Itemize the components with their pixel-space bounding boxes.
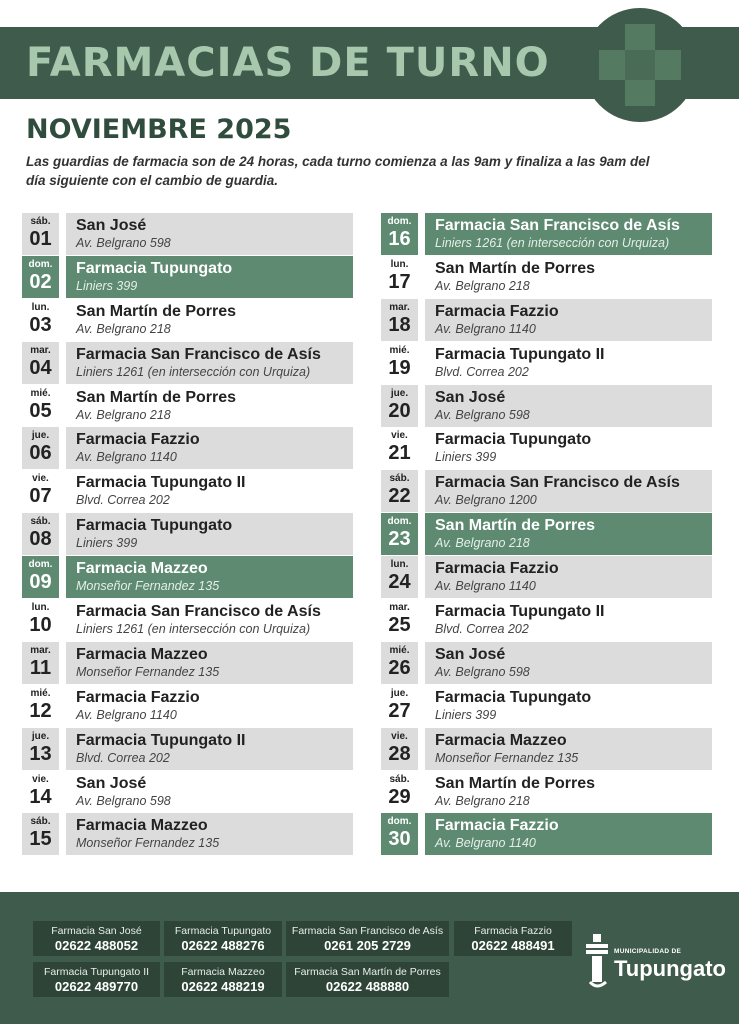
contact-card bbox=[286, 962, 449, 997]
day-date bbox=[22, 213, 59, 255]
pharmacy-address: Liniers 399 bbox=[76, 536, 138, 551]
day-number: 01 bbox=[29, 228, 52, 250]
logo-name-text: Tupungato bbox=[614, 956, 726, 981]
pharmacy-address: Av. Belgrano 218 bbox=[76, 407, 171, 422]
day-number: 22 bbox=[388, 485, 411, 508]
pharmacy-name: Farmacia San Francisco de Asís bbox=[76, 603, 321, 621]
day-row bbox=[22, 513, 356, 556]
pharmacy-info bbox=[425, 299, 712, 341]
day-number: 11 bbox=[29, 656, 52, 679]
day-of-week: vie. bbox=[391, 730, 408, 742]
day-of-week: dom. bbox=[387, 516, 412, 528]
day-row bbox=[22, 685, 356, 728]
pharmacy-name: San Martín de Porres bbox=[76, 388, 237, 406]
contact-card bbox=[286, 921, 449, 956]
day-date bbox=[22, 599, 59, 641]
pharmacy-address: Av. Belgrano 598 bbox=[76, 236, 171, 250]
day-number: 18 bbox=[388, 313, 411, 336]
pharmacy-address: Av. Belgrano 1200 bbox=[435, 493, 537, 508]
day-of-week: mié. bbox=[389, 344, 410, 356]
pharmacy-info bbox=[66, 599, 353, 641]
pharmacy-name: San José bbox=[435, 645, 506, 663]
day-row bbox=[22, 256, 356, 299]
day-date bbox=[381, 256, 418, 298]
day-row bbox=[381, 256, 715, 299]
pharmacy-info bbox=[425, 427, 712, 469]
day-number: 23 bbox=[388, 528, 411, 551]
day-date bbox=[22, 256, 59, 298]
day-of-week: lun. bbox=[31, 301, 50, 313]
day-number: 15 bbox=[29, 828, 52, 851]
day-date bbox=[381, 642, 418, 684]
pharmacy-info bbox=[66, 728, 353, 770]
day-number: 26 bbox=[388, 656, 411, 679]
pharmacy-name: Farmacia Tupungato II bbox=[76, 474, 246, 492]
pharmacy-address: Liniers 399 bbox=[435, 450, 497, 465]
day-date bbox=[381, 813, 418, 855]
day-of-week: lun. bbox=[390, 559, 409, 571]
pharmacy-info bbox=[66, 813, 353, 855]
pharmacy-name: Farmacia Tupungato II bbox=[76, 731, 246, 749]
pharmacy-info bbox=[66, 213, 353, 255]
day-date bbox=[22, 470, 59, 512]
pharmacy-name: Farmacia Tupungato bbox=[76, 259, 233, 277]
pharmacy-address: Av. Belgrano 218 bbox=[435, 793, 530, 808]
pharmacy-info bbox=[66, 771, 353, 813]
contact-name: Farmacia Tupungato bbox=[174, 925, 272, 937]
day-of-week: mar. bbox=[389, 301, 410, 313]
pharmacy-info bbox=[425, 599, 712, 641]
contact-card bbox=[164, 962, 282, 997]
contact-card bbox=[454, 921, 572, 956]
pharmacy-address: Liniers 1261 (en intersección con Urquiza) bbox=[435, 236, 670, 250]
day-number: 29 bbox=[388, 785, 411, 808]
day-number: 28 bbox=[388, 742, 411, 765]
day-row bbox=[22, 556, 356, 599]
day-of-week: mié. bbox=[389, 644, 410, 656]
day-number: 03 bbox=[29, 313, 52, 336]
day-row bbox=[22, 642, 356, 685]
day-number: 24 bbox=[388, 571, 411, 594]
day-number: 25 bbox=[388, 614, 411, 637]
day-date bbox=[22, 771, 59, 813]
day-number: 04 bbox=[29, 356, 52, 379]
day-date bbox=[381, 728, 418, 770]
contact-name: Farmacia San José bbox=[51, 925, 142, 937]
pharmacy-info bbox=[66, 427, 353, 469]
day-of-week: lun. bbox=[31, 602, 50, 614]
day-date bbox=[381, 771, 418, 813]
day-of-week: jue. bbox=[31, 430, 50, 442]
day-row bbox=[381, 427, 715, 470]
pharmacy-name: Farmacia Mazzeo bbox=[76, 560, 208, 578]
day-row bbox=[22, 813, 356, 856]
pharmacy-info bbox=[425, 771, 712, 813]
day-number: 05 bbox=[29, 399, 52, 422]
pharmacy-info bbox=[66, 642, 353, 684]
contact-phone: 0261 205 2729 bbox=[324, 938, 411, 953]
day-of-week: vie. bbox=[32, 473, 49, 485]
pharmacy-name: Farmacia Mazzeo bbox=[435, 731, 567, 749]
contact-phone: 02622 488276 bbox=[181, 938, 265, 953]
day-of-week: mié. bbox=[30, 687, 51, 699]
day-number: 02 bbox=[29, 270, 52, 293]
day-of-week: dom. bbox=[28, 559, 53, 571]
day-of-week: sáb. bbox=[389, 473, 410, 485]
pharmacy-address: Liniers 1261 (en intersección con Urquiza) bbox=[76, 364, 311, 379]
day-date bbox=[381, 342, 418, 384]
day-number: 30 bbox=[388, 828, 411, 851]
day-of-week: lun. bbox=[390, 258, 409, 270]
day-date bbox=[22, 513, 59, 555]
day-row bbox=[381, 599, 715, 642]
pharmacy-info bbox=[425, 642, 712, 684]
pharmacy-name: San José bbox=[76, 774, 147, 792]
day-row bbox=[22, 342, 356, 385]
day-row bbox=[22, 599, 356, 642]
pharmacy-info bbox=[425, 728, 712, 770]
contact-phone: 02622 489770 bbox=[54, 979, 139, 994]
pharmacy-address: Liniers 399 bbox=[76, 278, 138, 293]
day-of-week: dom. bbox=[387, 816, 412, 828]
day-row bbox=[381, 342, 715, 385]
day-date bbox=[381, 213, 418, 255]
day-row bbox=[381, 213, 715, 256]
day-row bbox=[381, 685, 715, 728]
pharmacy-info bbox=[425, 342, 712, 384]
pharmacy-name: Farmacia Fazzio bbox=[435, 560, 559, 578]
day-of-week: sáb. bbox=[30, 516, 51, 528]
day-of-week: mié. bbox=[30, 387, 51, 399]
pharmacy-name: Farmacia Fazzio bbox=[76, 688, 200, 706]
schedule-column-left bbox=[22, 213, 356, 856]
contact-name: Farmacia Fazzio bbox=[474, 925, 552, 937]
pharmacy-name: Farmacia San Francisco de Asís bbox=[435, 217, 680, 234]
day-date bbox=[381, 427, 418, 469]
pharmacy-info bbox=[425, 213, 712, 255]
pharmacy-name: Farmacia Tupungato II bbox=[435, 345, 605, 363]
contact-phone: 02622 488491 bbox=[471, 938, 555, 953]
day-number: 06 bbox=[29, 442, 52, 465]
tupungato-logo-icon bbox=[584, 930, 612, 994]
pharmacy-address: Liniers 399 bbox=[435, 707, 497, 722]
day-number: 20 bbox=[388, 399, 411, 422]
contact-card bbox=[164, 921, 282, 956]
day-row bbox=[22, 728, 356, 771]
pharmacy-address: Blvd. Correa 202 bbox=[435, 622, 529, 637]
pharmacy-address: Av. Belgrano 1140 bbox=[76, 450, 177, 465]
pharmacy-address: Liniers 1261 (en intersección con Urquiza) bbox=[76, 622, 311, 637]
pharmacy-address: Av. Belgrano 218 bbox=[435, 536, 530, 551]
pharmacy-address: Av. Belgrano 598 bbox=[76, 793, 171, 808]
page-title: FARMACIAS DE TURNO bbox=[26, 40, 550, 86]
pharmacy-address: Blvd. Correa 202 bbox=[76, 493, 170, 508]
day-row bbox=[22, 213, 356, 256]
pharmacy-info bbox=[425, 470, 712, 512]
pharmacy-address: Av. Belgrano 1140 bbox=[435, 579, 536, 594]
pharmacy-name: San Martín de Porres bbox=[435, 259, 596, 277]
day-of-week: sáb. bbox=[30, 216, 51, 227]
pharmacy-name: Farmacia Tupungato bbox=[435, 431, 592, 449]
pharmacy-name: Farmacia San Francisco de Asís bbox=[435, 474, 680, 492]
pharmacy-address: Blvd. Correa 202 bbox=[76, 750, 170, 765]
pharmacy-name: Farmacia Tupungato bbox=[435, 688, 592, 706]
municipality-logo bbox=[584, 930, 729, 994]
day-row bbox=[22, 470, 356, 513]
schedule-column-right bbox=[381, 213, 715, 856]
day-date bbox=[22, 813, 59, 855]
day-number: 16 bbox=[388, 228, 411, 250]
logo-municipality-text: MUNICIPALIDAD DE bbox=[614, 948, 682, 955]
pharmacy-info bbox=[66, 299, 353, 341]
pharmacy-name: Farmacia Mazzeo bbox=[76, 645, 208, 663]
day-of-week: vie. bbox=[391, 430, 408, 442]
pharmacy-address: Av. Belgrano 598 bbox=[435, 664, 530, 679]
day-number: 09 bbox=[29, 571, 52, 594]
day-of-week: mar. bbox=[30, 344, 51, 356]
pharmacy-info bbox=[425, 256, 712, 298]
pharmacy-info bbox=[66, 685, 353, 727]
contact-phone: 02622 488052 bbox=[54, 938, 139, 953]
pharmacy-info bbox=[66, 556, 353, 598]
pharmacy-name: Farmacia Fazzio bbox=[76, 431, 200, 449]
pharmacy-address: Monseñor Fernandez 135 bbox=[435, 750, 579, 765]
intro-text: Las guardias de farmacia son de 24 horas, cada turno comienza a las 9am y finaliza a las 9am del día siguiente con el cambio de guardia. bbox=[26, 154, 650, 188]
contact-card bbox=[33, 921, 160, 956]
pharmacy-name: Farmacia San Francisco de Asís bbox=[76, 345, 321, 363]
day-date bbox=[381, 470, 418, 512]
day-date bbox=[22, 685, 59, 727]
pharmacy-name: Farmacia Mazzeo bbox=[76, 817, 208, 835]
day-row bbox=[381, 385, 715, 428]
day-number: 14 bbox=[29, 785, 52, 808]
day-row bbox=[381, 470, 715, 513]
pharmacy-info bbox=[66, 256, 353, 298]
day-row bbox=[381, 728, 715, 771]
day-row bbox=[381, 556, 715, 599]
day-date bbox=[22, 299, 59, 341]
pharmacy-address: Monseñor Fernandez 135 bbox=[76, 664, 220, 679]
pharmacy-name: Farmacia Fazzio bbox=[435, 302, 559, 320]
day-date bbox=[381, 385, 418, 427]
pharmacy-address: Av. Belgrano 218 bbox=[435, 278, 530, 293]
pharmacy-cross-icon bbox=[583, 8, 697, 122]
day-date bbox=[22, 728, 59, 770]
contact-phone: 02622 488219 bbox=[181, 979, 265, 994]
day-row bbox=[22, 385, 356, 428]
pharmacy-name: San Martín de Porres bbox=[76, 302, 237, 320]
day-row bbox=[381, 771, 715, 814]
day-number: 27 bbox=[388, 699, 411, 722]
pharmacy-address: Av. Belgrano 1140 bbox=[435, 321, 536, 336]
pharmacy-name: Farmacia Tupungato bbox=[76, 517, 233, 535]
pharmacy-name: San José bbox=[435, 388, 506, 406]
month-title: NOVIEMBRE 2025 bbox=[26, 114, 292, 145]
day-number: 19 bbox=[388, 356, 411, 379]
day-date bbox=[22, 385, 59, 427]
pharmacy-info bbox=[425, 813, 712, 855]
pharmacy-address: Blvd. Correa 202 bbox=[435, 364, 529, 379]
day-number: 12 bbox=[29, 699, 52, 722]
pharmacy-name: San José bbox=[76, 217, 147, 234]
day-of-week: jue. bbox=[390, 687, 409, 699]
pharmacy-info bbox=[425, 385, 712, 427]
contact-phone: 02622 488880 bbox=[325, 979, 410, 994]
day-row bbox=[381, 642, 715, 685]
pharmacy-address: Av. Belgrano 1140 bbox=[76, 707, 177, 722]
day-row bbox=[22, 299, 356, 342]
day-date bbox=[22, 427, 59, 469]
pharmacy-address: Av. Belgrano 1140 bbox=[435, 836, 536, 851]
pharmacy-info bbox=[425, 685, 712, 727]
day-number: 17 bbox=[388, 270, 411, 293]
day-number: 13 bbox=[29, 742, 52, 765]
pharmacy-address: Monseñor Fernandez 135 bbox=[76, 579, 220, 594]
pharmacy-name: San Martín de Porres bbox=[435, 517, 596, 535]
day-of-week: jue. bbox=[390, 387, 409, 399]
day-date bbox=[381, 299, 418, 341]
day-number: 21 bbox=[388, 442, 411, 465]
day-number: 10 bbox=[29, 614, 52, 637]
day-date bbox=[22, 642, 59, 684]
day-date bbox=[22, 556, 59, 598]
day-date bbox=[381, 513, 418, 555]
day-row bbox=[381, 813, 715, 856]
contact-name: Farmacia San Martín de Porres bbox=[294, 966, 441, 978]
contact-name: Farmacia Mazzeo bbox=[181, 966, 265, 978]
pharmacy-info bbox=[66, 513, 353, 555]
day-date bbox=[22, 342, 59, 384]
day-of-week: jue. bbox=[31, 730, 50, 742]
day-row bbox=[22, 427, 356, 470]
day-of-week: sáb. bbox=[389, 773, 410, 785]
pharmacy-info bbox=[425, 513, 712, 555]
pharmacy-name: San Martín de Porres bbox=[435, 774, 596, 792]
day-of-week: dom. bbox=[387, 216, 412, 227]
day-date bbox=[381, 685, 418, 727]
pharmacy-info bbox=[66, 342, 353, 384]
pharmacy-name: Farmacia Fazzio bbox=[435, 817, 559, 835]
contact-name: Farmacia Tupungato II bbox=[43, 966, 150, 978]
pharmacy-address: Av. Belgrano 218 bbox=[76, 321, 171, 336]
day-row bbox=[381, 299, 715, 342]
contact-card bbox=[33, 962, 160, 997]
day-of-week: mar. bbox=[30, 644, 51, 656]
day-of-week: dom. bbox=[28, 258, 53, 270]
pharmacy-name: Farmacia Tupungato II bbox=[435, 603, 605, 621]
day-date bbox=[381, 599, 418, 641]
pharmacy-address: Av. Belgrano 598 bbox=[435, 407, 530, 422]
day-number: 08 bbox=[29, 528, 52, 551]
day-number: 07 bbox=[29, 485, 52, 508]
pharmacy-info bbox=[66, 470, 353, 512]
pharmacy-address: Monseñor Fernandez 135 bbox=[76, 836, 220, 851]
day-of-week: mar. bbox=[389, 602, 410, 614]
day-date bbox=[381, 556, 418, 598]
day-of-week: vie. bbox=[32, 773, 49, 785]
day-of-week: sáb. bbox=[30, 816, 51, 828]
pharmacy-info bbox=[425, 556, 712, 598]
day-row bbox=[381, 513, 715, 556]
contact-name: Farmacia San Francisco de Asís bbox=[291, 925, 444, 937]
day-row bbox=[22, 771, 356, 814]
pharmacy-info bbox=[66, 385, 353, 427]
